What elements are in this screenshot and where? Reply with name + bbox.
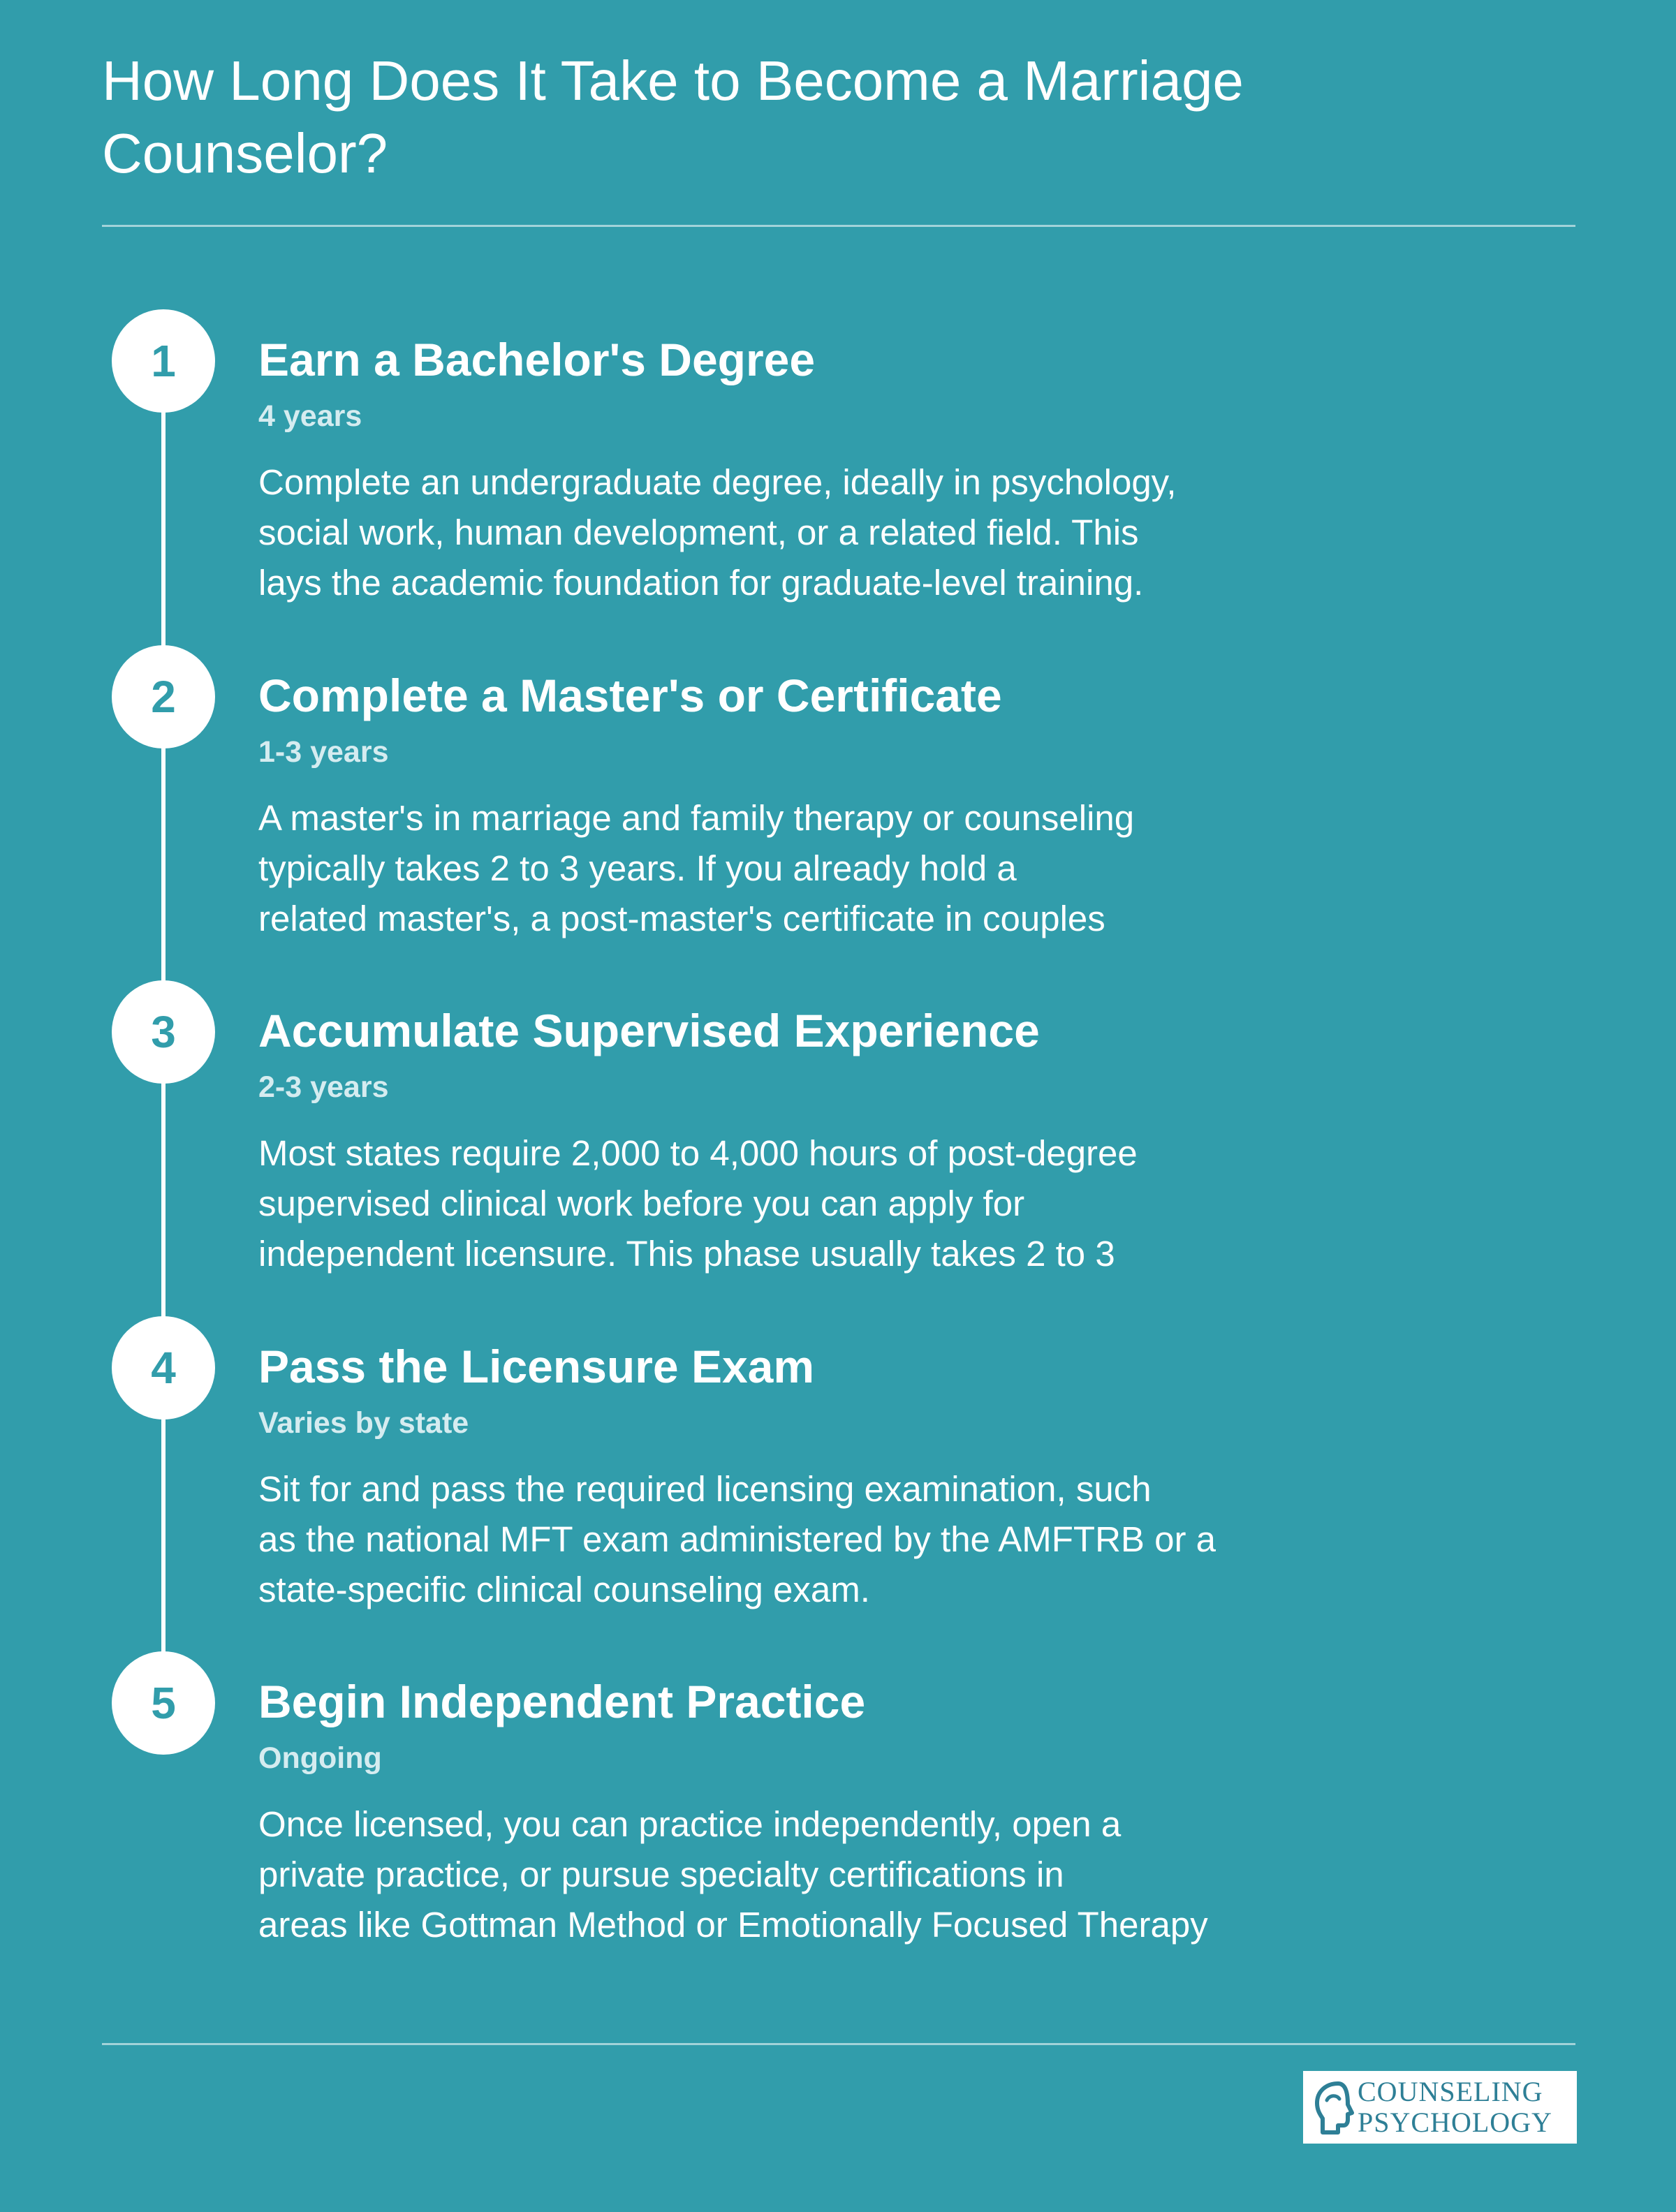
step-description-line: lays the academic foundation for graduate-level training.	[258, 563, 1144, 603]
step-description-line: Most states require 2,000 to 4,000 hours of post-degree	[258, 1133, 1138, 1173]
page-title: How Long Does It Take to Become a Marriage Counselor?	[102, 50, 1244, 184]
step-duration: 1-3 years	[258, 735, 389, 769]
step-title: Earn a Bachelor's Degree	[258, 334, 816, 385]
bottom-divider	[102, 2043, 1575, 2045]
step-duration: Ongoing	[258, 1741, 382, 1775]
step-duration: 2-3 years	[258, 1070, 389, 1104]
step-title: Begin Independent Practice	[258, 1676, 866, 1727]
step-description-line: state-specific clinical counseling exam.	[258, 1570, 870, 1609]
step-description-line: areas like Gottman Method or Emotionally Focused Therapy	[258, 1905, 1208, 1945]
step-description-line: private practice, or pursue specialty certifications in	[258, 1855, 1064, 1894]
counseling-psychology-logo	[1303, 2071, 1577, 2144]
top-divider	[102, 225, 1575, 227]
step-description-line: typically takes 2 to 3 years. If you already hold a	[258, 848, 1017, 888]
step-description	[258, 793, 1362, 944]
step-description-line: related master's, a post-master's certificate in couples	[258, 899, 1105, 938]
step-description-line: independent licensure. This phase usually takes 2 to 3	[258, 1234, 1115, 1274]
step-title: Complete a Master's or Certificate	[258, 670, 1002, 721]
step-title: Accumulate Supervised Experience	[258, 1005, 1040, 1056]
step-description-line: supervised clinical work before you can apply for	[258, 1184, 1025, 1223]
step-description	[258, 1799, 1362, 1950]
step-number-badge: 4	[112, 1316, 215, 1420]
step-title: Pass the Licensure Exam	[258, 1341, 815, 1392]
step-number-badge: 3	[112, 980, 215, 1084]
step-duration: 4 years	[258, 399, 362, 433]
logo-text-line1: COUNSELING	[1358, 2076, 1543, 2107]
step-description	[258, 457, 1362, 608]
head-profile-icon	[1310, 2079, 1356, 2137]
step-number-badge: 5	[112, 1651, 215, 1755]
step-description	[258, 1128, 1362, 1279]
step-description-line: social work, human development, or a related field. This	[258, 513, 1139, 552]
step-description-line: Complete an undergraduate degree, ideally in psychology,	[258, 462, 1177, 502]
step-description	[258, 1464, 1362, 1615]
step-description-line: as the national MFT exam administered by the AMFTRB or a	[258, 1519, 1216, 1559]
step-number-badge: 1	[112, 309, 215, 413]
step-description-line: A master's in marriage and family therapy or counseling	[258, 798, 1135, 838]
step-number-badge: 2	[112, 645, 215, 749]
step-duration: Varies by state	[258, 1406, 469, 1440]
logo-text-line2: PSYCHOLOGY	[1358, 2107, 1552, 2138]
step-description-line: Sit for and pass the required licensing examination, such	[258, 1469, 1152, 1509]
step-description-line: Once licensed, you can practice independently, open a	[258, 1804, 1122, 1844]
